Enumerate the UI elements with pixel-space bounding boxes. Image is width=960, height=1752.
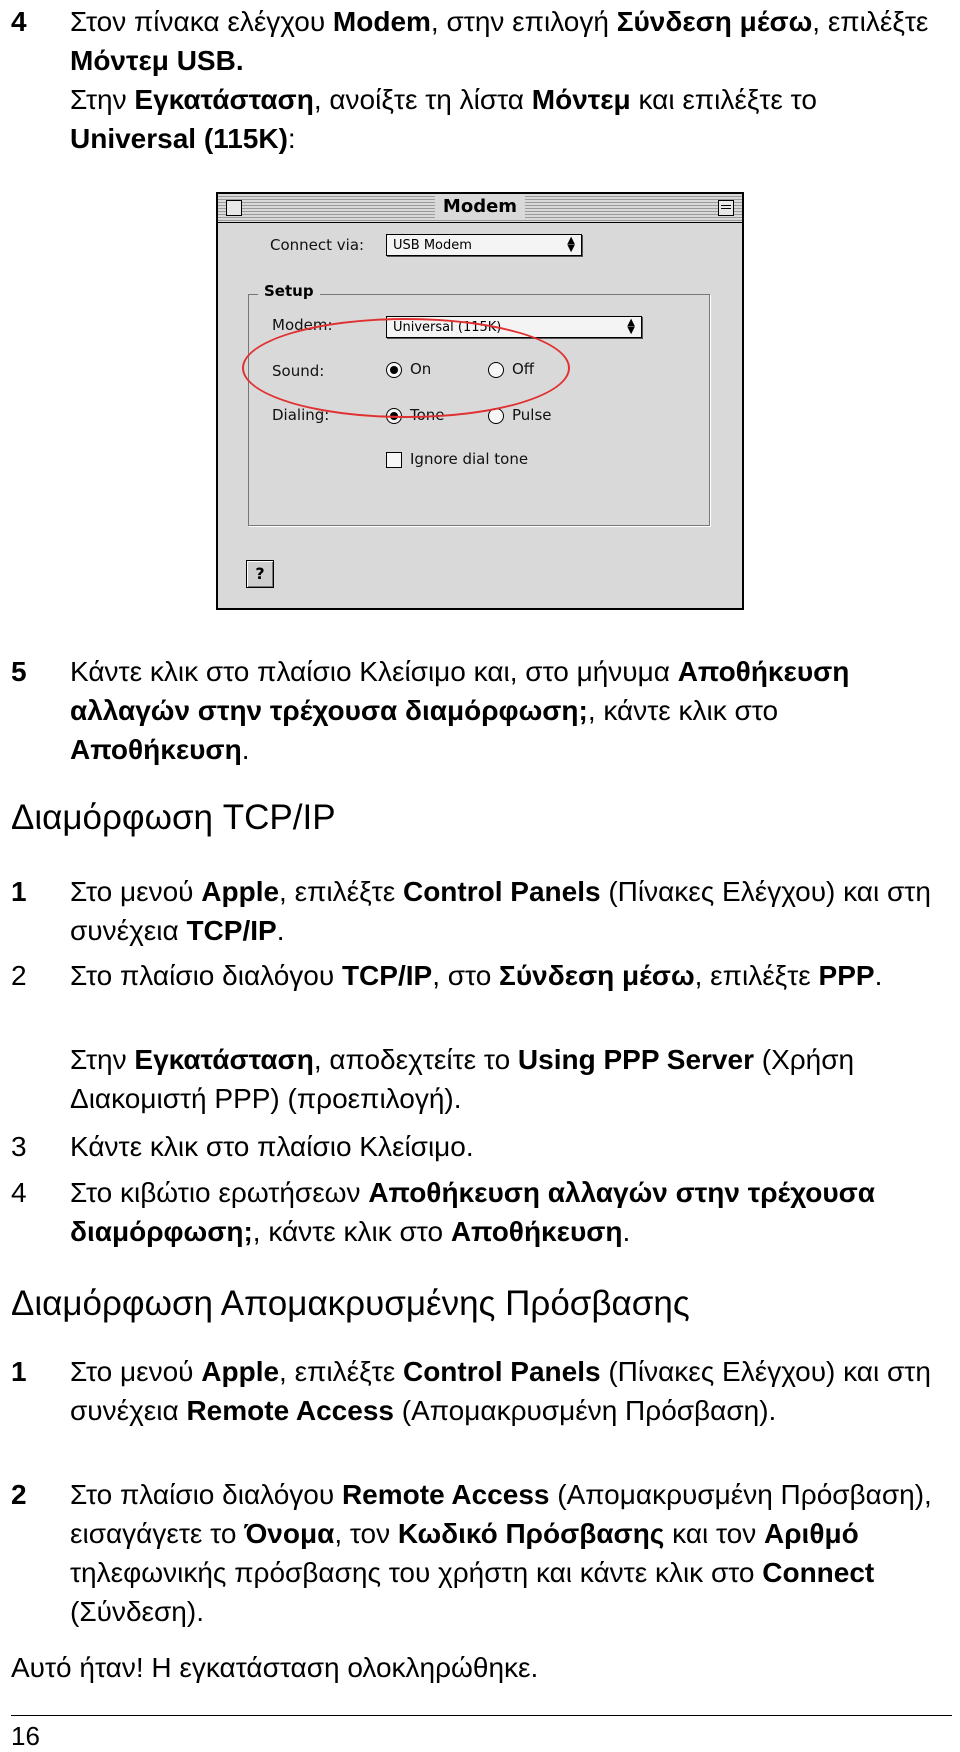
step-number: 3 — [11, 1131, 27, 1162]
highlight-oval — [242, 318, 570, 418]
close-box-icon[interactable] — [226, 200, 242, 216]
tcpip-step-2-subtext: Στην Εγκατάσταση, αποδεχτείτε το Using PPP Server (Χρήση Διακομιστή PPP) (προεπιλογή). — [70, 1044, 855, 1114]
step-number: 2 — [11, 1479, 27, 1510]
step-5-text: Κάντε κλικ στο πλαίσιο Κλείσιμο και, στο μήνυμα Αποθήκευση αλλαγών στην τρέχουσα διαμόρφωση;, κάντε κλικ στο Αποθήκευση. — [70, 656, 850, 765]
tcpip-step-4: Στο κιβώτιο ερωτήσεων Αποθήκευση αλλαγών στην τρέχουσα διαμόρφωση;, κάντε κλικ στο Αποθήκευση. — [70, 1177, 876, 1247]
remote-step-2: Στο πλαίσιο διαλόγου Remote Access (Απομακρυσμένη Πρόσβαση), εισαγάγετε το Όνομα, τον Κωδικό Πρόσβασης και τον Αριθμό τηλεφωνικής πρόσβασης του χρήστη και κάντε κλικ στο Connect (Σύνδεση). — [70, 1479, 932, 1627]
sound-on-label: On — [410, 360, 432, 378]
connect-via-label: Connect via: — [270, 236, 365, 254]
dialog-title: Modem — [435, 196, 525, 218]
dialing-label: Dialing: — [272, 406, 330, 424]
modem-label: Modem: — [272, 316, 333, 334]
tcpip-step-1: Στο μενού Apple, επιλέξτε Control Panels (Πίνακες Ελέγχου) και στη συνέχεια TCP/IP. — [70, 876, 931, 946]
help-button[interactable]: ? — [246, 560, 274, 588]
remote-step-1: Στο μενού Apple, επιλέξτε Control Panels (Πίνακες Ελέγχου) και στη συνέχεια Remote Access (Απομακρυσμένη Πρόσβαση). — [70, 1356, 931, 1426]
step-number: 2 — [11, 960, 27, 991]
step-number: 1 — [11, 1356, 27, 1387]
tcpip-step-2: Στο πλαίσιο διαλόγου TCP/IP, στο Σύνδεση μέσω, επιλέξτε PPP. — [70, 960, 883, 991]
setup-title: Setup — [258, 282, 320, 300]
popup-arrows-icon: ▲ ▼ — [627, 317, 635, 336]
ignore-dial-tone-checkbox[interactable] — [386, 452, 402, 468]
closing-text: Αυτό ήταν! Η εγκατάσταση ολοκληρώθηκε. — [11, 1652, 539, 1683]
dialing-pulse-label: Pulse — [512, 406, 552, 424]
step-4-subtext: Στην Εγκατάσταση, ανοίξτε τη λίστα Μόντεμ και επιλέξτε το Universal (115K): — [70, 84, 817, 154]
popup-arrows-icon: ▲ ▼ — [567, 235, 575, 254]
step-number: 1 — [11, 876, 27, 907]
dialing-tone-label: Tone — [410, 406, 445, 424]
sound-label: Sound: — [272, 362, 325, 380]
ignore-dial-tone-label: Ignore dial tone — [410, 450, 529, 468]
tcpip-step-3: Κάντε κλικ στο πλαίσιο Κλείσιμο. — [70, 1131, 474, 1162]
tcpip-heading: Διαμόρφωση TCP/IP — [11, 798, 336, 837]
sound-off-label: Off — [512, 360, 535, 378]
remote-access-heading: Διαμόρφωση Απομακρυσμένης Πρόσβασης — [11, 1284, 690, 1323]
step-number: 4 — [11, 6, 27, 37]
step-number: 4 — [11, 1177, 27, 1208]
title-bar[interactable] — [218, 194, 742, 223]
footer-rule — [11, 1715, 952, 1716]
connect-via-value: USB Modem — [393, 238, 472, 253]
step-4-text: Στον πίνακα ελέγχου Modem, στην επιλογή Σύνδεση μέσω, επιλέξτε Μόντεμ USB. — [70, 6, 929, 76]
collapse-box-icon[interactable] — [718, 200, 734, 216]
connect-via-popup[interactable] — [386, 234, 582, 256]
step-number: 5 — [11, 656, 27, 687]
page-number: 16 — [11, 1721, 40, 1751]
modem-value: Universal (115K) — [393, 320, 502, 335]
